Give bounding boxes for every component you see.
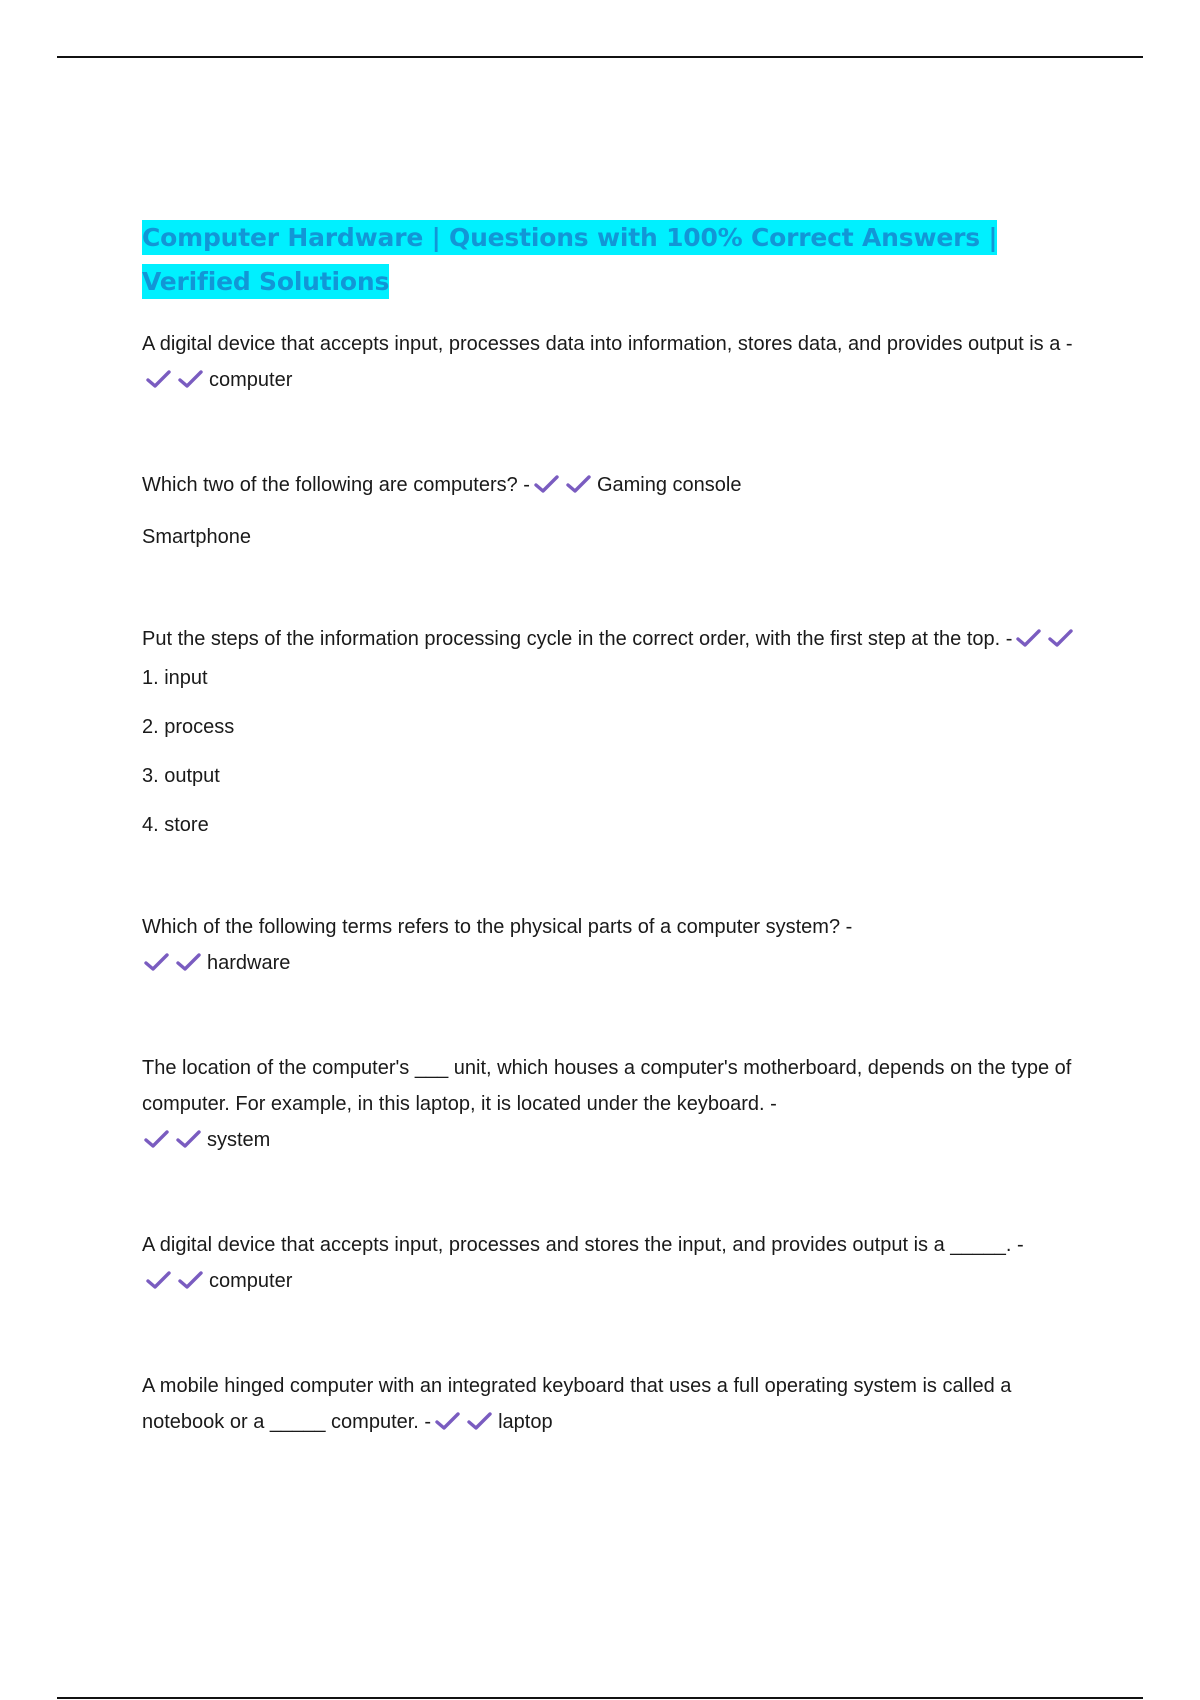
- answer-text: hardware: [207, 952, 291, 974]
- answer-checkmarks: [146, 365, 205, 401]
- check-icon: [146, 369, 171, 389]
- answer-line: 4. store: [142, 814, 209, 836]
- qa-item: [142, 1368, 1082, 1443]
- question-text: Which of the following terms refers to the physical parts of a computer system? -: [142, 916, 853, 938]
- question-text: Which two of the following are computers? -: [142, 474, 530, 496]
- check-icon: [534, 474, 559, 494]
- qa-item: [142, 909, 1082, 984]
- qa-paragraph: [142, 1368, 1082, 1443]
- check-icon: [176, 952, 201, 972]
- footer-rule: [57, 1697, 1143, 1699]
- answer-text: computer: [209, 1270, 293, 1292]
- question-text: Put the steps of the information processing cycle in the correct order, with the first step at the top. -: [142, 628, 1013, 650]
- document-body: [142, 216, 1082, 1443]
- question-text: A mobile hinged computer with an integrated keyboard that uses a full operating system is called a notebook or a _____ computer. -: [142, 1375, 1012, 1433]
- answer-text: computer: [209, 369, 293, 391]
- answer-checkmarks: [534, 470, 593, 506]
- check-icon: [176, 1129, 201, 1149]
- answer-line: 3. output: [142, 765, 220, 787]
- answer-line: Smartphone: [142, 526, 251, 548]
- qa-item: [142, 1227, 1082, 1302]
- qa-item: [142, 467, 1082, 555]
- answer-checkmarks: [435, 1407, 494, 1443]
- qa-item: [142, 1050, 1082, 1161]
- answer-text: laptop: [498, 1411, 553, 1433]
- check-icon: [467, 1411, 492, 1431]
- check-icon: [144, 952, 169, 972]
- answer-line: 2. process: [142, 716, 235, 738]
- check-icon: [146, 1270, 171, 1290]
- answer-checkmarks: [1016, 624, 1075, 660]
- check-icon: [178, 1270, 203, 1290]
- question-text: A digital device that accepts input, processes data into information, stores data, and provides output is a -: [142, 333, 1073, 355]
- header-rule: [57, 56, 1143, 58]
- document-title: [142, 216, 1082, 304]
- qa-paragraph: [142, 1050, 1082, 1161]
- answer-text: 1. input: [142, 667, 208, 689]
- check-icon: [435, 1411, 460, 1431]
- answer-text: system: [207, 1129, 271, 1151]
- answer-text: Gaming console: [596, 474, 742, 496]
- check-icon: [1048, 628, 1073, 648]
- question-text: The location of the computer's ___ unit, which houses a computer's motherboard, depends on the type of computer. For example, in this laptop, it is located under the keyboard. -: [142, 1057, 1072, 1115]
- check-icon: [144, 1129, 169, 1149]
- qa-paragraph: [142, 467, 1082, 506]
- qa-item: [142, 326, 1082, 401]
- check-icon: [566, 474, 591, 494]
- check-icon: [1016, 628, 1041, 648]
- answer-checkmarks: [144, 948, 203, 984]
- question-text: A digital device that accepts input, processes and stores the input, and provides output is a _____. -: [142, 1234, 1024, 1256]
- check-icon: [178, 369, 203, 389]
- answer-checkmarks: [144, 1125, 203, 1161]
- answer-checkmarks: [146, 1266, 205, 1302]
- qa-paragraph: [142, 909, 1082, 984]
- qa-paragraph: [142, 621, 1082, 696]
- qa-item: [142, 621, 1082, 843]
- qa-paragraph: [142, 1227, 1082, 1302]
- title-highlight: Computer Hardware | Questions with 100% Correct Answers | Verified Solutions: [142, 220, 997, 299]
- qa-paragraph: [142, 326, 1082, 401]
